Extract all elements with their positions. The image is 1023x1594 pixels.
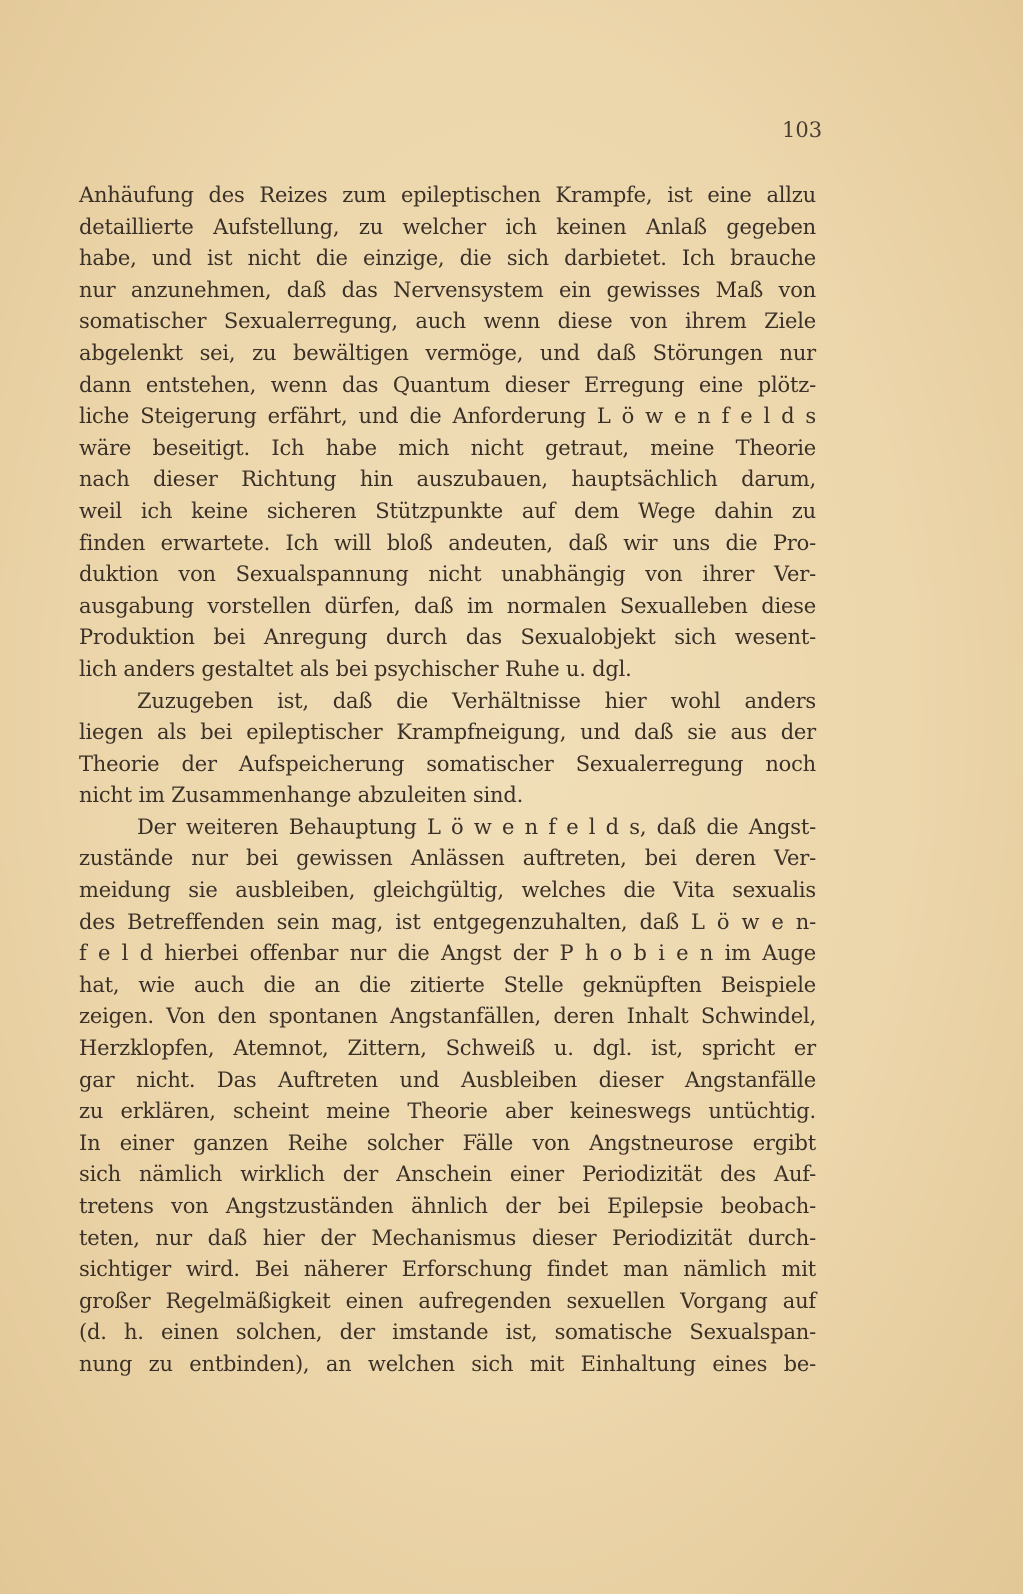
- text-line: meidung sie ausbleiben, gleichgültig, welches die Vita sexualis: [79, 878, 816, 903]
- text-line: habe, und ist nicht die einzige, die sich darbietet. Ich brauche: [79, 246, 816, 271]
- text-line: Herzklopfen, Atemnot, Zittern, Schweiß u. dgl. ist, spricht er: [79, 1036, 816, 1061]
- text-line: gar nicht. Das Auftreten und Ausbleiben dieser Angstanfälle: [79, 1067, 816, 1092]
- text-line: des Betreffenden sein mag, ist entgegenzuhalten, daß L ö w e n-: [79, 909, 816, 934]
- text-line: Produktion bei Anregung durch das Sexualobjekt sich wesent-: [79, 625, 816, 650]
- text-line: dann entstehen, wenn das Quantum dieser Erregung eine plötz-: [79, 372, 816, 397]
- text-line: In einer ganzen Reihe solcher Fälle von Angstneurose ergibt: [79, 1130, 816, 1155]
- text-line: zeigen. Von den spontanen Angstanfällen, deren Inhalt Schwindel,: [79, 1004, 816, 1029]
- text-line: teten, nur daß hier der Mechanismus dieser Periodizität durch-: [79, 1225, 816, 1250]
- text-line: nach dieser Richtung hin auszubauen, hauptsächlich darum,: [79, 467, 816, 492]
- text-line: hat, wie auch die an die zitierte Stelle geknüpften Beispiele: [79, 972, 816, 997]
- text-line: somatischer Sexualerregung, auch wenn diese von ihrem Ziele: [79, 309, 816, 334]
- text-line: großer Regelmäßigkeit einen aufregenden sexuellen Vorgang auf: [79, 1288, 816, 1313]
- text-line: Theorie der Aufspeicherung somatischer Sexualerregung noch: [79, 751, 816, 776]
- text-line: duktion von Sexualspannung nicht unabhängig von ihrer Ver-: [79, 562, 816, 587]
- text-line: ausgabung vorstellen dürfen, daß im normalen Sexualleben diese: [79, 593, 816, 618]
- text-line: nung zu entbinden), an welchen sich mit Einhaltung eines be-: [79, 1351, 816, 1376]
- text-line: liegen als bei epileptischer Krampfneigung, und daß sie aus der: [79, 720, 816, 745]
- text-line: detaillierte Aufstellung, zu welcher ich keinen Anlaß gegeben: [79, 214, 816, 239]
- text-line: weil ich keine sicheren Stützpunkte auf dem Wege dahin zu: [79, 498, 816, 523]
- text-line: nicht im Zusammenhange abzuleiten sind.: [79, 783, 524, 808]
- text-line: Zuzugeben ist, daß die Verhältnisse hier wohl anders: [137, 688, 816, 713]
- text-line: sichtiger wird. Bei näherer Erforschung findet man nämlich mit: [79, 1257, 816, 1282]
- text-line: zu erklären, scheint meine Theorie aber keineswegs untüchtig.: [79, 1099, 816, 1124]
- text-line: finden erwartete. Ich will bloß andeuten, daß wir uns die Pro-: [79, 530, 816, 555]
- text-line: Anhäufung des Reizes zum epileptischen Krampfe, ist eine allzu: [79, 183, 816, 207]
- text-line: liche Steigerung erfährt, und die Anforderung L ö w e n f e l d s: [79, 404, 816, 429]
- text-line: abgelenkt sei, zu bewältigen vermöge, und daß Störungen nur: [79, 340, 816, 365]
- text-line: wäre beseitigt. Ich habe mich nicht getraut, meine Theorie: [79, 435, 816, 460]
- text-line: (d. h. einen solchen, der imstande ist, somatische Sexualspan-: [79, 1320, 816, 1345]
- text-line: nur anzunehmen, daß das Nervensystem ein gewisses Maß von: [79, 277, 816, 302]
- page-number: 103: [782, 118, 823, 142]
- text-line: lich anders gestaltet als bei psychischer Ruhe u. dgl.: [79, 656, 632, 681]
- text-line: zustände nur bei gewissen Anlässen auftreten, bei deren Ver-: [79, 846, 816, 871]
- body-text: [79, 180, 816, 1381]
- text-line: f e l d hierbei offenbar nur die Angst der P h o b i e n im Auge: [79, 941, 816, 966]
- text-line: Der weiteren Behauptung L ö w e n f e l d s, daß die Angst-: [137, 814, 816, 839]
- text-line: tretens von Angstzuständen ähnlich der bei Epilepsie beobach-: [79, 1194, 816, 1218]
- text-line: sich nämlich wirklich der Anschein einer Periodizität des Auf-: [79, 1162, 816, 1187]
